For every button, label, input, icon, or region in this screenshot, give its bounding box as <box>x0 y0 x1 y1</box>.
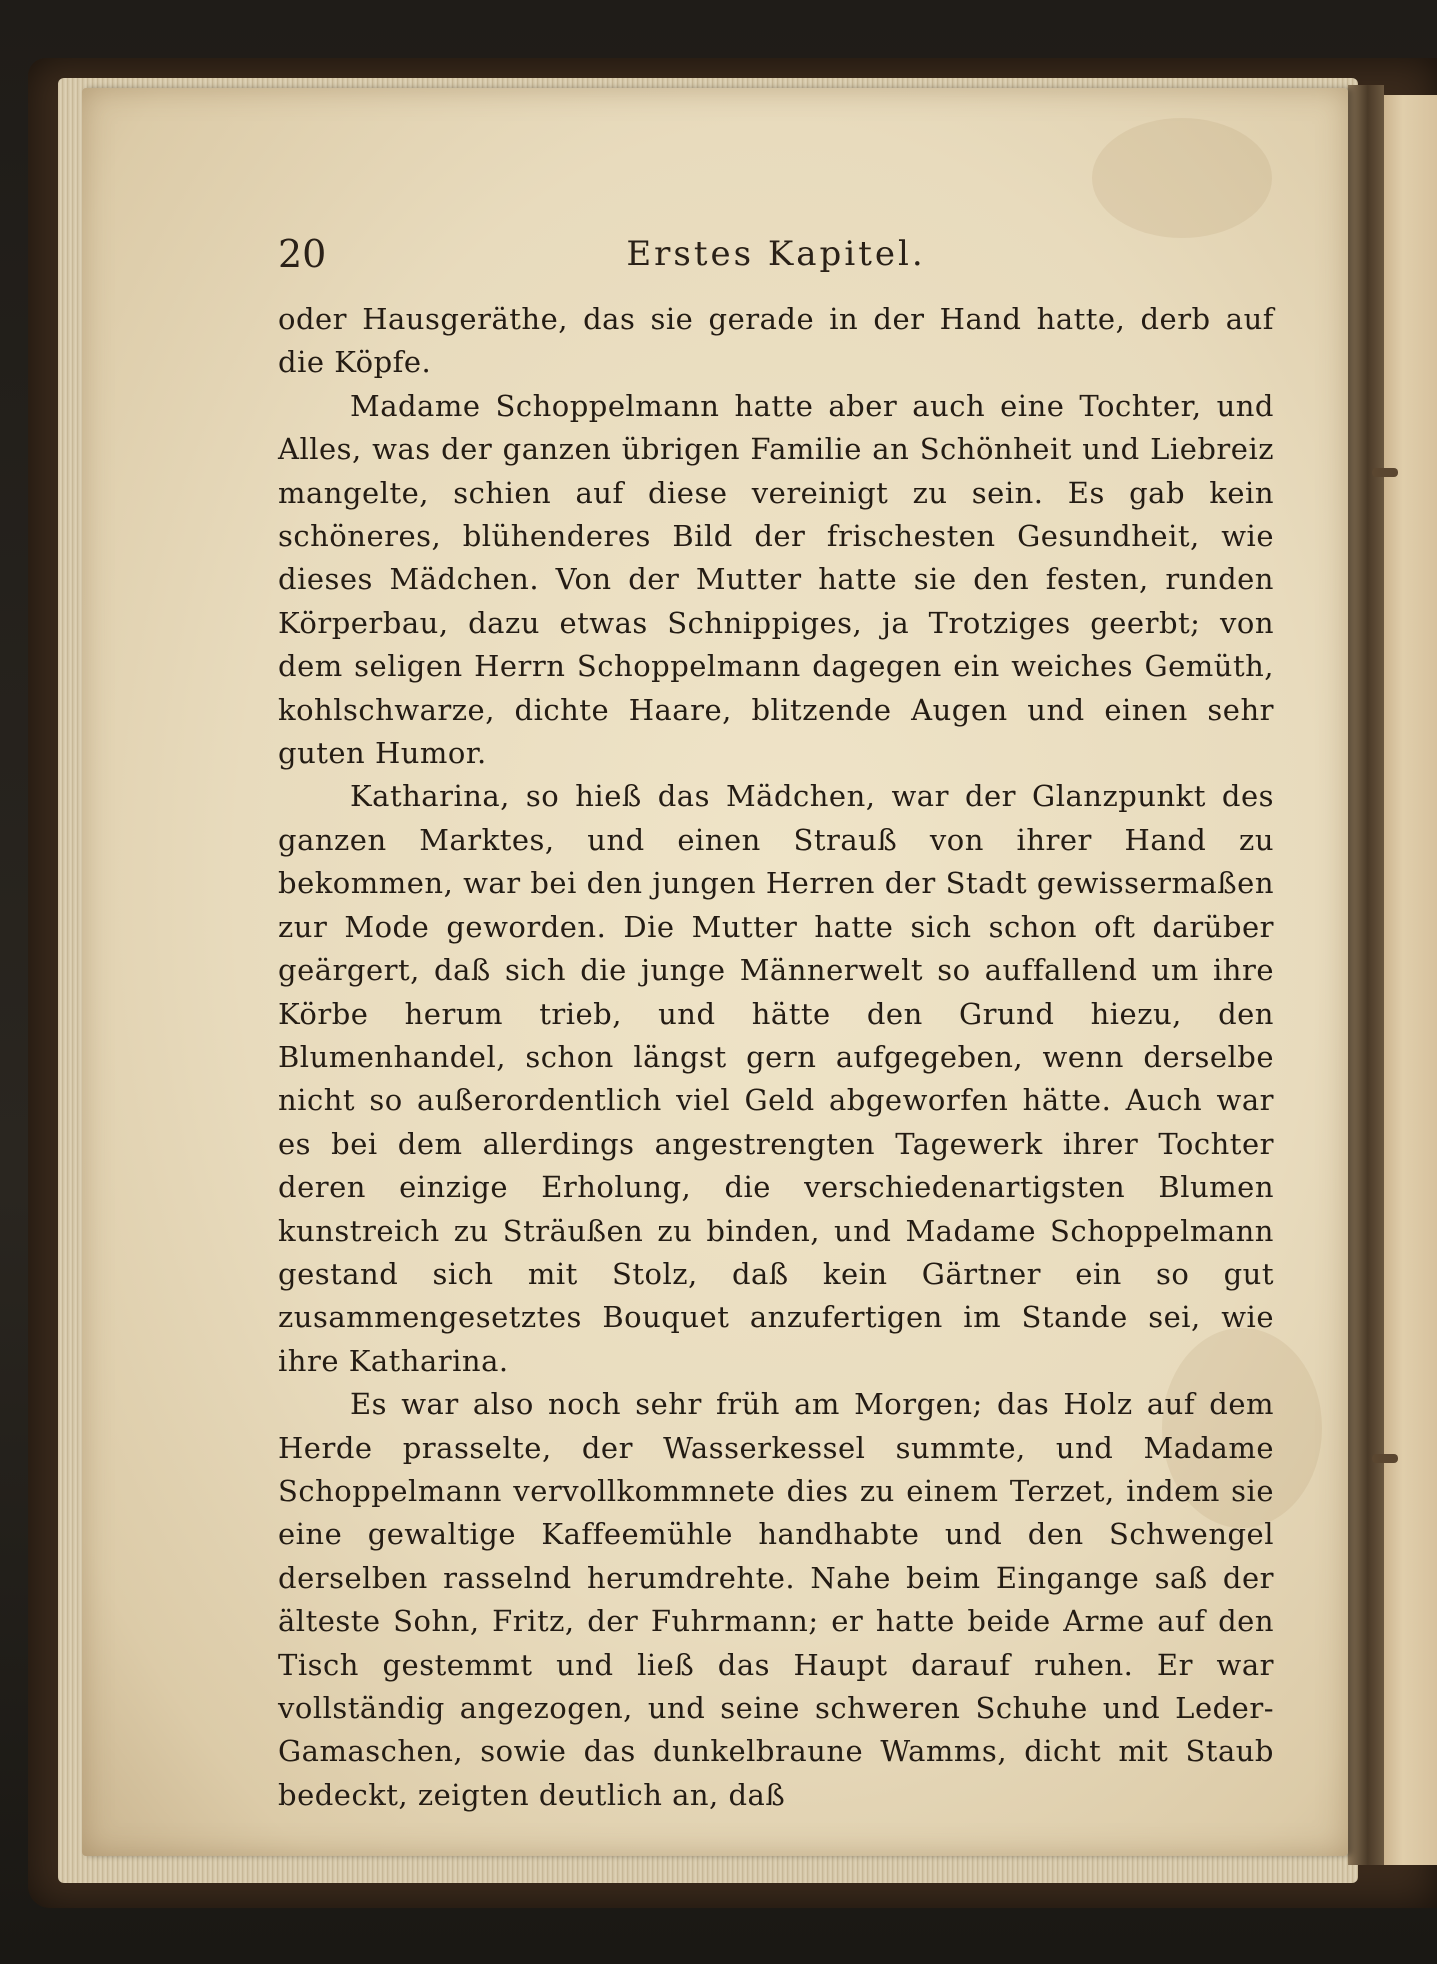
running-title: Erstes Kapitel. <box>626 234 926 274</box>
paragraph: oder Hausgeräthe, das sie gerade in der Hand hatte, derb auf die Köpfe. <box>278 302 1274 380</box>
book-gutter <box>1348 85 1384 1865</box>
page-number: 20 <box>278 232 327 276</box>
binding-thread <box>1372 1454 1398 1463</box>
binding-thread <box>1372 468 1398 477</box>
facing-page-edge <box>1380 95 1437 1865</box>
body-text <box>278 298 1274 1817</box>
paragraph: Es war also noch sehr früh am Morgen; das Holz auf dem Herde prasselte, der Wasserkessel summte, und Madame Schoppelmann vervollkommnete dies zu einem Terzet, indem sie eine gewaltige Kaffeemühle handhabte und den Schwengel derselben rasselnd herumdrehte. Nahe beim Eingange saß der älteste Sohn, Fritz, der Fuhrmann; er hatte beide Arme auf den Tisch gestemmt und ließ das Haupt darauf ruhen. Er war vollständig angezogen, und seine schweren Schuhe und Leder-Gamaschen, sowie das dunkelbraune Wamms, dicht mit Staub bedeckt, zeigten deutlich an, daß <box>278 1387 1274 1812</box>
page-stain <box>1092 118 1272 238</box>
paragraph: Katharina, so hieß das Mädchen, war der Glanzpunkt des ganzen Marktes, und einen Strauß von ihrer Hand zu bekommen, war bei den jungen Herren der Stadt gewissermaßen zur Mode geworden. Die Mutter hatte sich schon oft darüber geärgert, daß sich die junge Männerwelt so auffallend um ihre Körbe herum trieb, und hätte den Grund hiezu, den Blumenhandel, schon längst gern aufgegeben, wenn derselbe nicht so außerordentlich viel Geld abgeworfen hätte. Auch war es bei dem allerdings angestrengten Tagewerk ihrer Tochter deren einzige Erholung, die verschiedenartigsten Blumen kunstreich zu Sträußen zu binden, und Madame Schoppelmann gestand sich mit Stolz, daß kein Gärtner ein so gut zusammengesetztes Bouquet anzufertigen im Stande sei, wie ihre Katharina. <box>278 779 1274 1378</box>
page-header <box>278 228 1274 280</box>
paragraph: Madame Schoppelmann hatte aber auch eine Tochter, und Alles, was der ganzen übrigen Familie an Schönheit und Liebreiz mangelte, schien auf diese vereinigt zu sein. Es gab kein schöneres, blühenderes Bild der frischesten Gesundheit, wie dieses Mädchen. Von der Mutter hatte sie den festen, runden Körperbau, dazu etwas Schnippiges, ja Trotziges geerbt; von dem seligen Herrn Schoppelmann dagegen ein weiches Gemüth, kohlschwarze, dichte Haare, blitzende Augen und einen sehr guten Humor. <box>278 388 1274 771</box>
